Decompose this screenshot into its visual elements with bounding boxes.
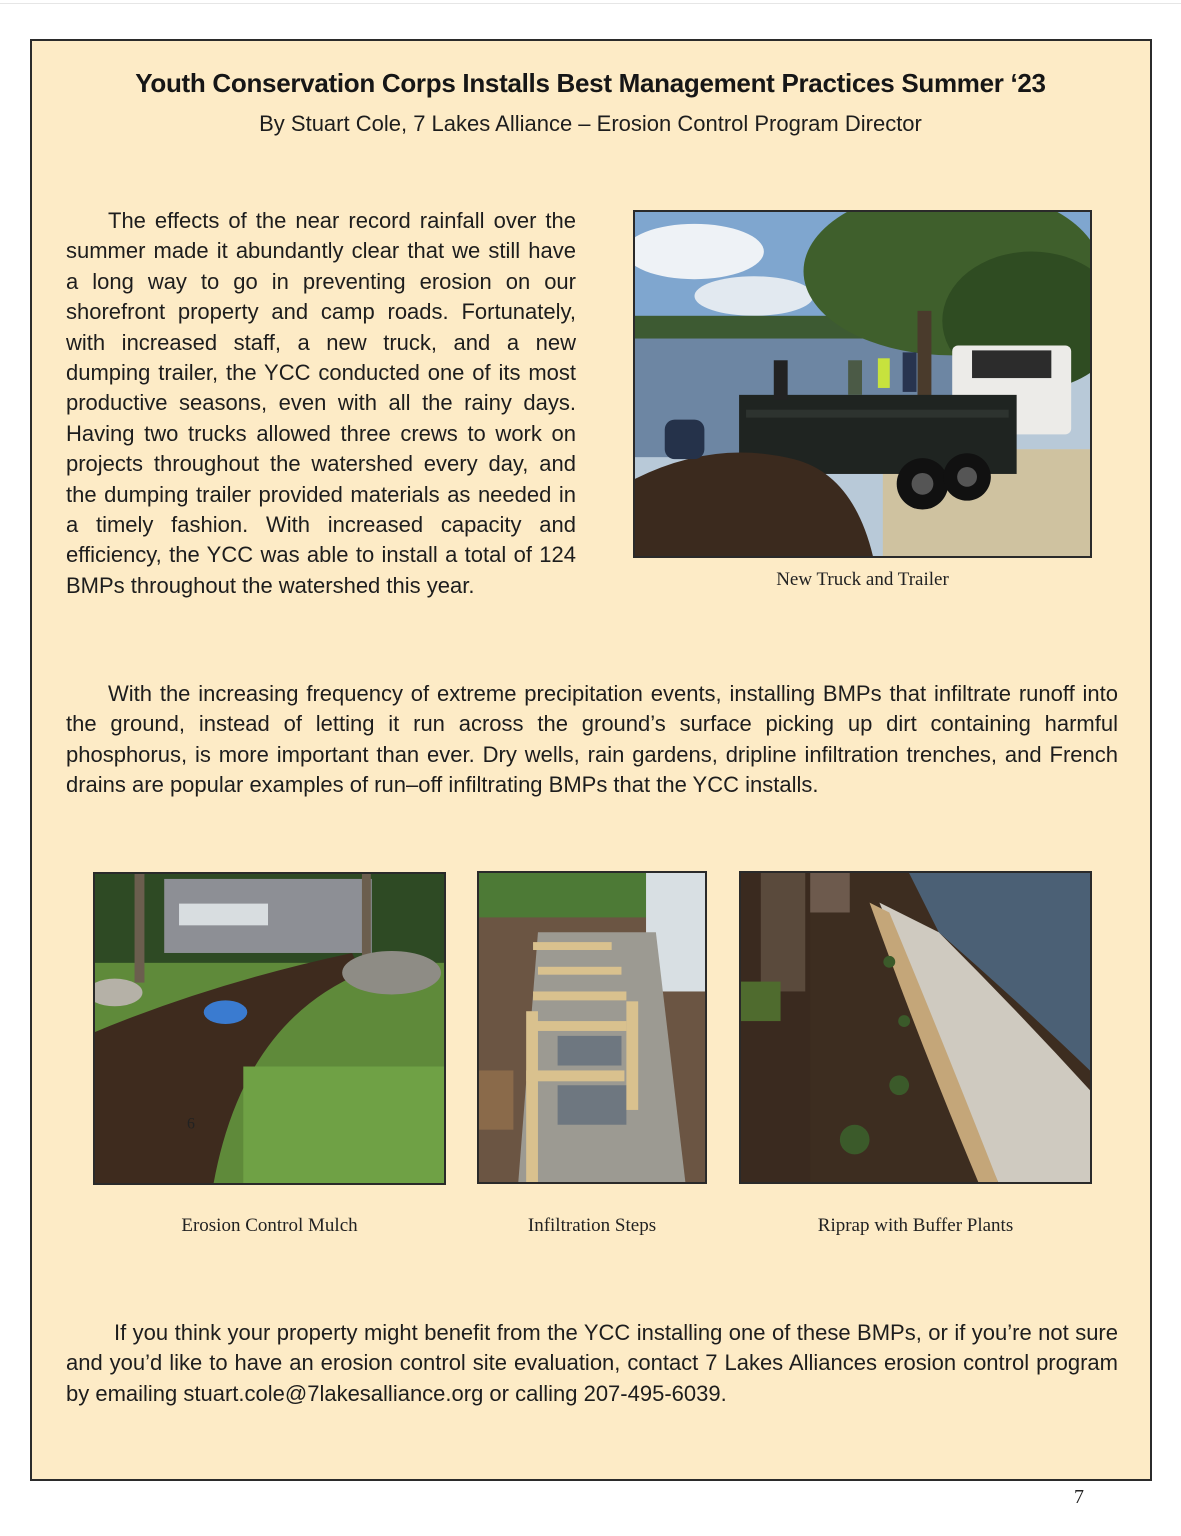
article-byline: By Stuart Cole, 7 Lakes Alliance – Erosion Control Program Director: [259, 111, 922, 136]
mulch-photo: [93, 872, 446, 1185]
steps-photo: [477, 871, 707, 1184]
mulch-marker-text: 6: [186, 1115, 195, 1133]
paragraph-2-text: With the increasing frequency of extreme precipitation events, installing BMPs that infiltrate runoff into the ground, instead of letting it run across the ground’s surface picking up dirt containing harmful phosphorus, is more important than ever. Dry wells, rain gardens, dripline infiltration trenches, and French drains are popular examples of run–off infiltrating BMPs that the YCC installs.: [66, 681, 1118, 798]
riprap-photo: [739, 871, 1092, 1184]
mulch-caption: Erosion Control Mulch: [181, 1215, 358, 1236]
paragraph-1-text: The effects of the near record rainfall over the summer made it abundantly clear that we still have a long way to go in preventing erosion on our shorefront property and camp roads. Fortunately, with increased staff, a new truck, and a new dumping trailer, the YCC conducted one of its most productive seasons, even with all the rainy days. Having two trucks allowed three crews to work on projects throughout the watershed every day, and the dumping trailer provided materials as needed in a timely fashion. With increased capacity and efficiency, the YCC was able to install a total of 124 BMPs throughout the watershed this year.: [66, 208, 576, 598]
paragraph-1: [66, 206, 576, 601]
truck-trailer-caption: New Truck and Trailer: [776, 569, 949, 590]
paragraph-3-text: If you think your property might benefit from the YCC installing one of these BMPs, or if you’re not sure and you’d like to have an erosion control site evaluation, contact 7 Lakes Alliances erosion control program by emailing stuart.cole@7lakesalliance.org or calling 207-495-6039.: [66, 1320, 1118, 1406]
article-title: Youth Conservation Corps Installs Best Management Practices Summer ‘23: [135, 68, 1046, 98]
paragraph-3: [66, 1318, 1118, 1409]
paragraph-2: [66, 679, 1118, 801]
riprap-caption: Riprap with Buffer Plants: [817, 1215, 1014, 1236]
truck-trailer-photo: [633, 210, 1092, 558]
top-divider: [0, 3, 1181, 4]
page-number: 7: [1074, 1486, 1084, 1508]
steps-caption: Infiltration Steps: [527, 1215, 657, 1236]
